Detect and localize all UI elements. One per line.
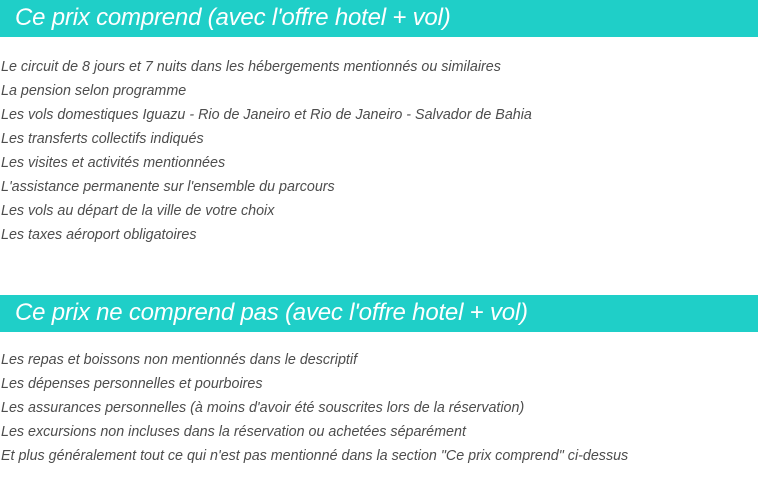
included-item: Le circuit de 8 jours et 7 nuits dans les hébergements mentionnés ou similaires bbox=[1, 59, 501, 75]
included-item: Les vols au départ de la ville de votre choix bbox=[1, 203, 275, 219]
included-item: Les transferts collectifs indiqués bbox=[1, 131, 204, 147]
excluded-item: Les assurances personnelles (à moins d'avoir été souscrites lors de la réservation) bbox=[1, 400, 525, 416]
excluded-list bbox=[0, 348, 628, 468]
excluded-item: Les excursions non incluses dans la réservation ou achetées séparément bbox=[1, 424, 466, 440]
excluded-title: Ce prix ne comprend pas (avec l'offre hotel + vol) bbox=[15, 299, 528, 326]
included-item: Les taxes aéroport obligatoires bbox=[1, 227, 197, 243]
included-item: Les visites et activités mentionnées bbox=[1, 155, 226, 171]
included-list bbox=[0, 55, 532, 247]
excluded-item: Et plus généralement tout ce qui n'est pas mentionné dans la section "Ce prix comprend" ci-dessus bbox=[1, 448, 629, 464]
excluded-header-band bbox=[0, 295, 758, 332]
included-title: Ce prix comprend (avec l'offre hotel + vol) bbox=[15, 4, 451, 31]
included-item: Les vols domestiques Iguazu - Rio de Janeiro et Rio de Janeiro - Salvador de Bahia bbox=[1, 107, 532, 123]
included-header-band bbox=[0, 0, 758, 37]
included-item: L'assistance permanente sur l'ensemble du parcours bbox=[1, 179, 335, 195]
included-item: La pension selon programme bbox=[1, 83, 187, 99]
excluded-item: Les repas et boissons non mentionnés dans le descriptif bbox=[1, 352, 358, 368]
excluded-section bbox=[0, 295, 758, 464]
excluded-item: Les dépenses personnelles et pourboires bbox=[1, 376, 263, 392]
